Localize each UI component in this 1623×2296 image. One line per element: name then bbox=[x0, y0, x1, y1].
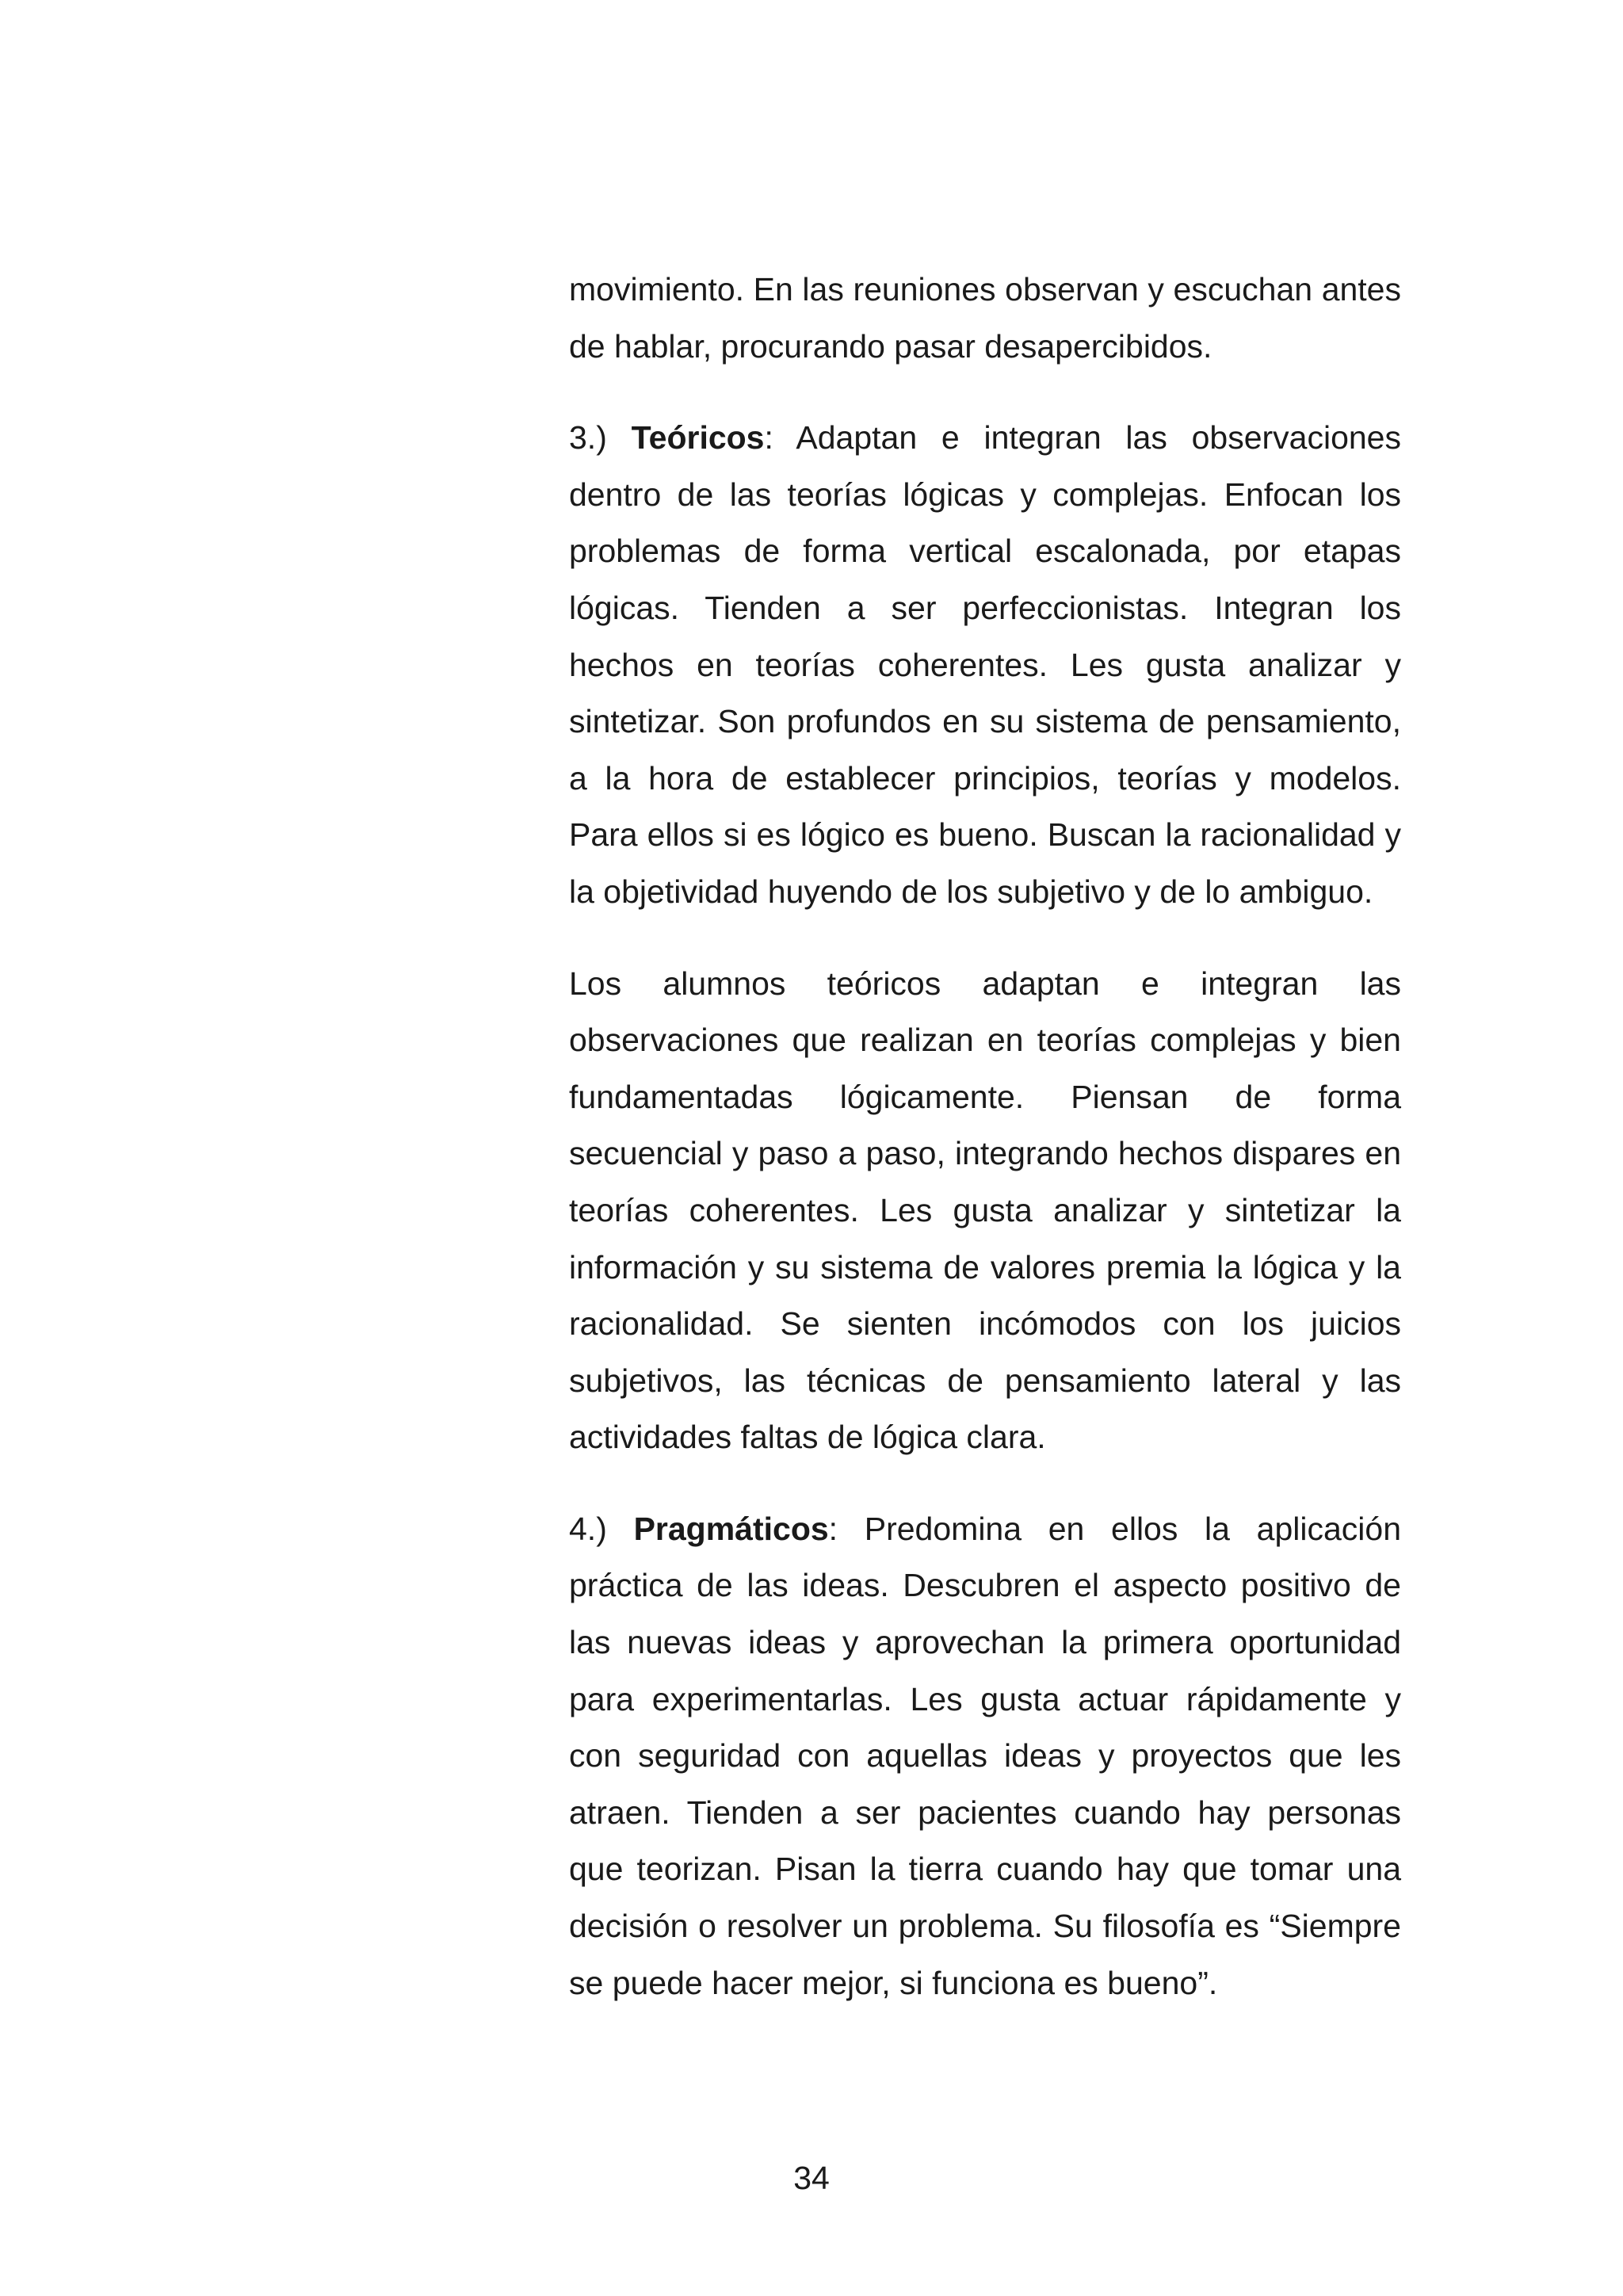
list-number: 3.) bbox=[569, 419, 607, 457]
paragraph-text: : Adaptan e integran las observaciones dentro de las teorías lógicas y complejas. Enfocan los problemas de forma vertical escalonada, por etapas lógicas. Tienden a ser perfeccionistas. Integran los hechos en teorías coherentes. Les gusta analizar y sintetizar. Son profundos en su sistema de pensamiento, a la hora de establecer principios, teorías y modelos. Para ellos si es lógico es bueno. Buscan la racionalidad y la objetividad huyendo de los subjetivo y de lo ambiguo. bbox=[569, 419, 1401, 910]
paragraph-continuation bbox=[569, 262, 1401, 375]
page-number: 34 bbox=[793, 2160, 830, 2196]
paragraph-alumnos-teoricos bbox=[569, 956, 1401, 1466]
paragraph-text: Los alumnos teóricos adaptan e integran las observaciones que realizan en teorías complejas y bien fundamentadas lógicamente. Piensan de forma secuencial y paso a paso, integrando hechos dispares en teorías coherentes. Les gusta analizar y sintetizar la información y su sistema de valores premia la lógica y la racionalidad. Se sienten incómodos con los juicios subjetivos, las técnicas de pensamiento lateral y las actividades faltas de lógica clara. bbox=[569, 965, 1401, 1456]
paragraph-pragmaticos bbox=[569, 1501, 1401, 2011]
paragraph-teoricos bbox=[569, 410, 1401, 920]
list-number: 4.) bbox=[569, 1510, 607, 1547]
body-text bbox=[569, 262, 1401, 2011]
term-heading: Teóricos bbox=[631, 419, 765, 457]
term-heading: Pragmáticos bbox=[633, 1510, 829, 1547]
paragraph-text: : Predomina en ellos la aplicación práctica de las ideas. Descubren el aspecto positivo de las nuevas ideas y aprovechan la primera oportunidad para experimentarlas. Les gusta actuar rápidamente y con seguridad con aquellas ideas y proyectos que les atraen. Tienden a ser pacientes cuando hay personas que teorizan. Pisan la tierra cuando hay que tomar una decisión o resolver un problema. Su filosofía es “Siempre se puede hacer mejor, si funciona es bueno”. bbox=[569, 1510, 1401, 2001]
paragraph-text: movimiento. En las reuniones observan y escuchan antes de hablar, procurando pasar desapercibidos. bbox=[569, 271, 1401, 365]
